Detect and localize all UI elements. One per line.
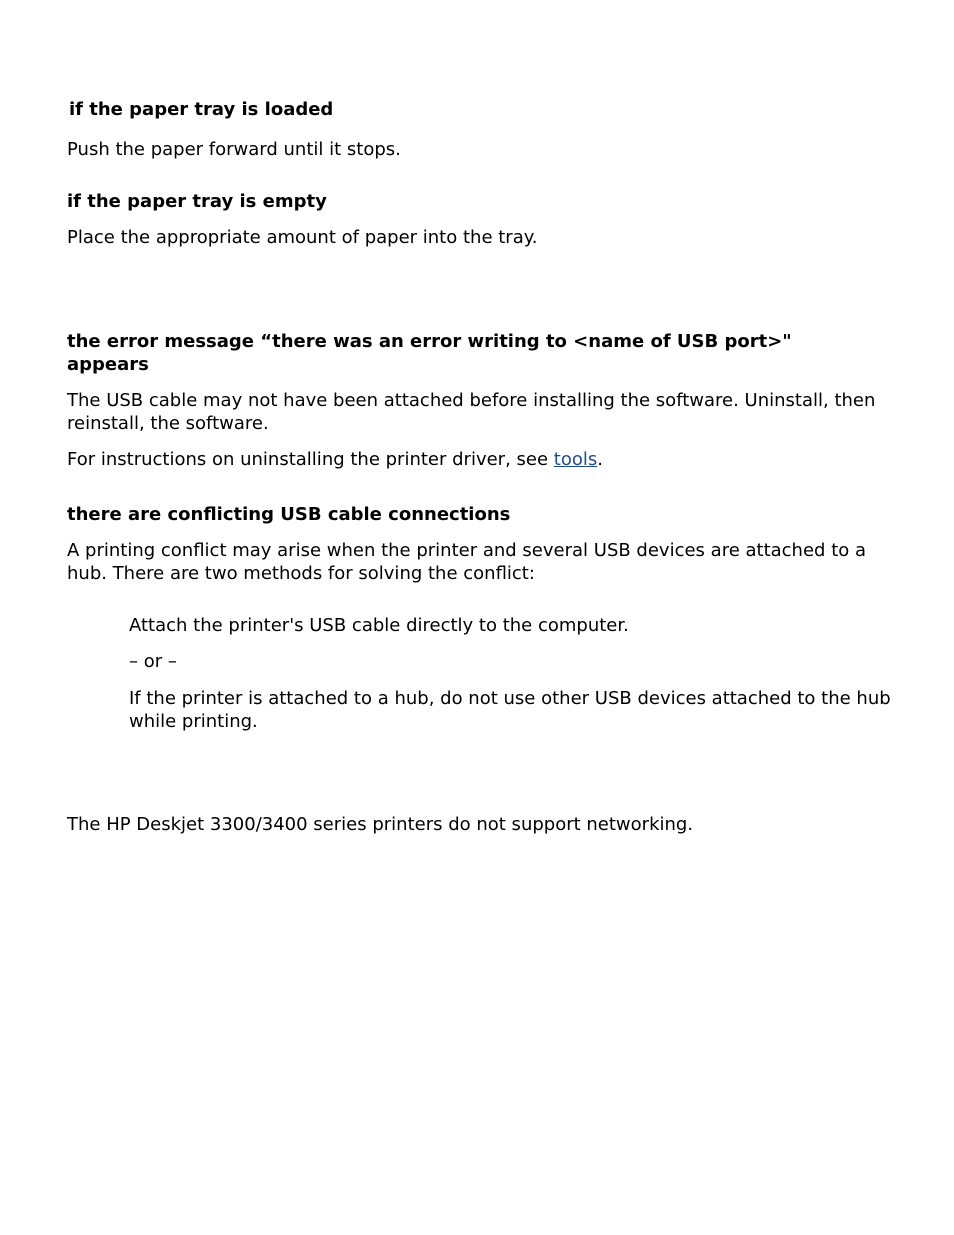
tools-link[interactable]: tools — [553, 449, 598, 470]
instructions-suffix: . — [597, 449, 603, 470]
heading-tray-loaded: if the paper tray is loaded — [69, 99, 334, 120]
text-tray-loaded: Push the paper forward until it stops. — [67, 139, 401, 160]
text-networking: The HP Deskjet 3300/3400 series printers do not support networking. — [67, 814, 694, 835]
text-usb-error: The USB cable may not have been attached before installing the software. Uninstall, then reinstall, the software. — [67, 390, 876, 434]
method-direct-connect: Attach the printer's USB cable directly to the computer. — [129, 615, 629, 636]
heading-usb-error: the error message “there was an error writing to <name of USB port>" appears — [67, 331, 792, 375]
text-usb-conflict: A printing conflict may arise when the printer and several USB devices are attached to a hub. There are two methods for solving the conflict: — [67, 540, 867, 584]
heading-tray-empty: if the paper tray is empty — [67, 191, 327, 212]
text-tray-empty: Place the appropriate amount of paper into the tray. — [67, 227, 538, 248]
instructions-prefix: For instructions on uninstalling the printer driver, see — [67, 449, 554, 470]
method-separator: – or – — [129, 651, 177, 672]
text-usb-error-instructions — [67, 449, 897, 472]
method-hub: If the printer is attached to a hub, do not use other USB devices attached to the hub while printing. — [129, 688, 891, 732]
heading-usb-conflict: there are conflicting USB cable connections — [67, 504, 511, 525]
